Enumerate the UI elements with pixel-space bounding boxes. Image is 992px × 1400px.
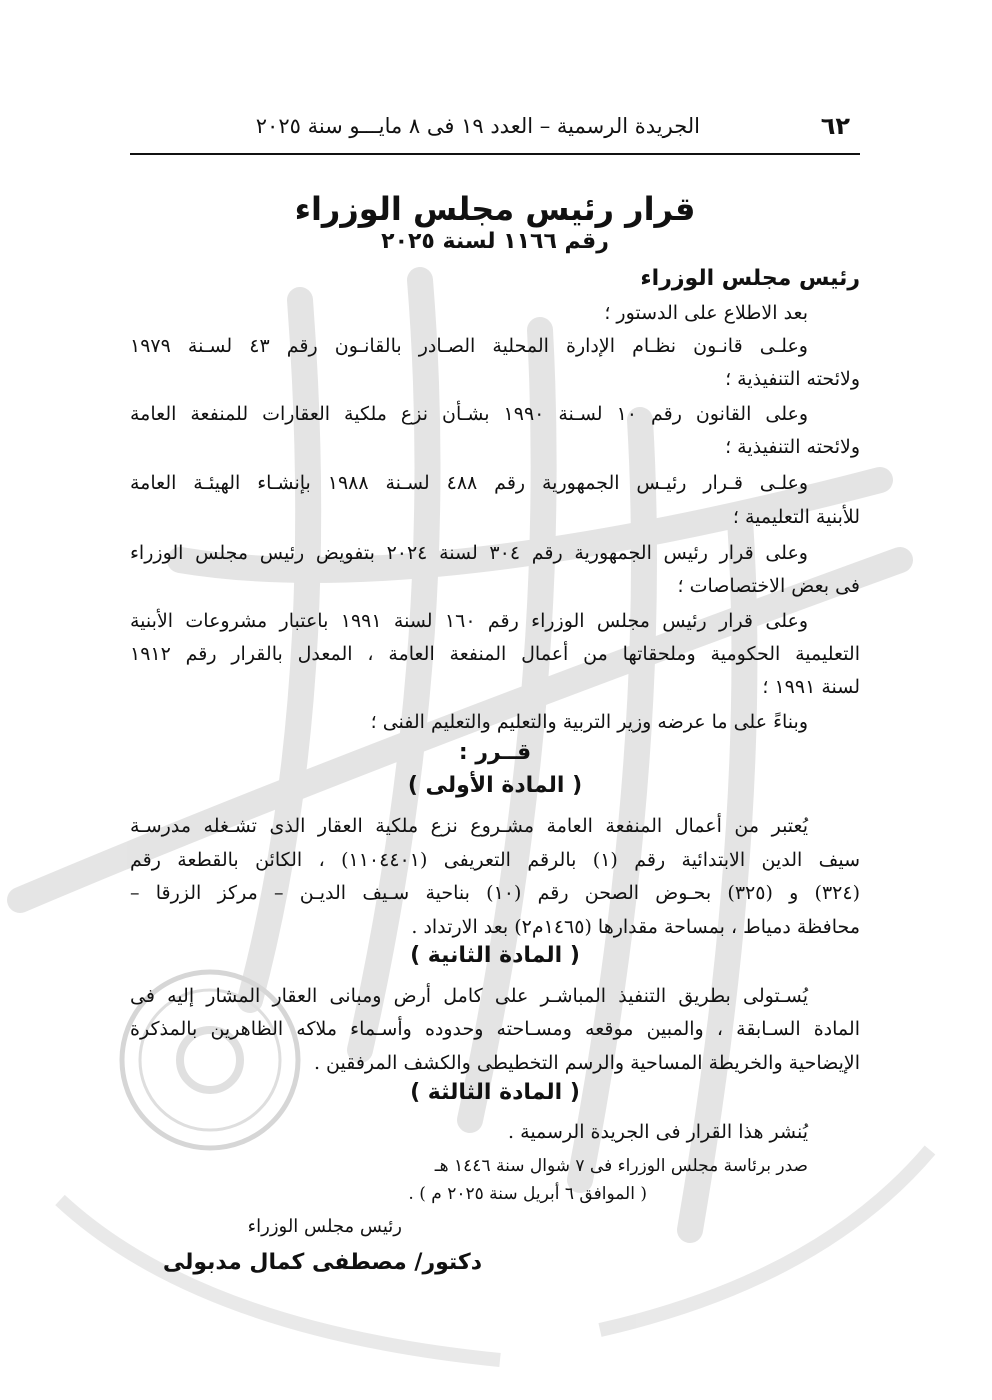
article-1-line: محافظة دمياط ، بمساحة مقدارها (١٤٦٥م٢) بعد الارتداد . bbox=[411, 916, 860, 938]
decree-title: قرار رئيس مجلس الوزراء bbox=[294, 190, 696, 228]
article-2-line: يُسـتولى بطريق التنفيذ المباشـر على كامل أرض ومبانى العقار المشار إليه فى bbox=[130, 985, 808, 1007]
preamble-line: وعلـى قانـون نظـام الإدارة المحلية الصـادر بالقانـون رقم ٤٣ لسـنة ١٩٧٩ bbox=[130, 335, 808, 357]
article-1-line: (٣٢٤) و (٣٢٥) بحـوض الصحن رقم (١٠) بناحية سـيف الديـن – مركز الزرقا – bbox=[130, 882, 860, 904]
article-2-heading: ( المادة الثانية ) bbox=[410, 943, 580, 968]
page-header bbox=[130, 112, 860, 148]
preamble-line: ولائحته التنفيذية ؛ bbox=[725, 368, 860, 390]
preamble-line: وبناءً على ما عرضه وزير التربية والتعليم والتعليم الفنى ؛ bbox=[370, 711, 808, 733]
issued-line-gregorian: ( الموافق ٦ أبريل سنة ٢٠٢٥ م ) . bbox=[408, 1184, 647, 1204]
running-title: الجريدة الرسمية – العدد ١٩ فى ٨ مايـــو سنة ٢٠٢٥ bbox=[255, 114, 700, 138]
preamble-line: ولائحته التنفيذية ؛ bbox=[725, 436, 860, 458]
decree-number: رقم ١١٦٦ لسنة ٢٠٢٥ bbox=[381, 229, 609, 254]
article-1-heading: ( المادة الأولى ) bbox=[407, 773, 583, 798]
decided-heading: قــرر : bbox=[458, 740, 532, 765]
header-divider bbox=[130, 153, 860, 155]
article-3-heading: ( المادة الثالثة ) bbox=[410, 1080, 580, 1105]
signatory-role: رئيس مجلس الوزراء bbox=[247, 1216, 402, 1237]
article-2-line: المادة السـابقة ، والمبين موقعه ومسـاحته وحدوده وأسـماء ملاكه الظاهرين بالمذكرة bbox=[130, 1018, 860, 1040]
page-number: ٦٢ bbox=[820, 112, 850, 140]
preamble-line: وعلـى قـرار رئيـس الجمهورية رقم ٤٨٨ لسـنة ١٩٨٨ بإنشـاء الهيئـة العامة bbox=[130, 472, 809, 494]
signatory-name: دكتور/ مصطفى كمال مدبولى bbox=[162, 1250, 482, 1275]
article-1-line: يُعتبر من أعمال المنفعة العامة مشـروع نزع ملكية العقار الذى تشـغله مدرسـة bbox=[130, 815, 808, 837]
preamble-line: لسنة ١٩٩١ ؛ bbox=[762, 676, 860, 698]
preamble-line: بعد الاطلاع على الدستور ؛ bbox=[604, 302, 808, 324]
preamble-line: وعلى القانون رقم ١٠ لسـنة ١٩٩٠ بشـأن نزع ملكية العقارات للمنفعة العامة bbox=[130, 403, 808, 425]
preamble-line: وعلى قرار رئيس مجلس الوزراء رقم ١٦٠ لسنة ١٩٩١ باعتبار مشروعات الأبنية bbox=[130, 610, 808, 632]
article-2-line: الإيضاحية والخريطة المساحية والرسم التخطيطى والكشف المرفقين . bbox=[313, 1052, 860, 1074]
article-3-line: يُنشر هذا القرار فى الجريدة الرسمية . bbox=[508, 1121, 808, 1143]
preamble-line: للأبنية التعليمية ؛ bbox=[732, 506, 860, 528]
issuer-heading: رئيس مجلس الوزراء bbox=[640, 266, 860, 291]
preamble-line: وعلى قرار رئيس الجمهورية رقم ٣٠٤ لسنة ٢٠٢٤ بتفويض رئيس مجلس الوزراء bbox=[130, 542, 808, 564]
article-1-line: سيف الدين الابتدائية رقم (١) بالرقم التعريفى (١١٠٤٤٠١) ، الكائن بالقطعة رقم bbox=[130, 849, 860, 871]
issued-line-hijri: صدر برئاسة مجلس الوزراء فى ٧ شوال سنة ١٤٤٦ هـ bbox=[434, 1156, 808, 1176]
preamble-line: فى بعض الاختصاصات ؛ bbox=[677, 575, 860, 597]
preamble-line: التعليمية الحكومية وملحقاتها من أعمال المنفعة العامة ، المعدل بالقرار رقم ١٩١٢ bbox=[130, 643, 860, 665]
